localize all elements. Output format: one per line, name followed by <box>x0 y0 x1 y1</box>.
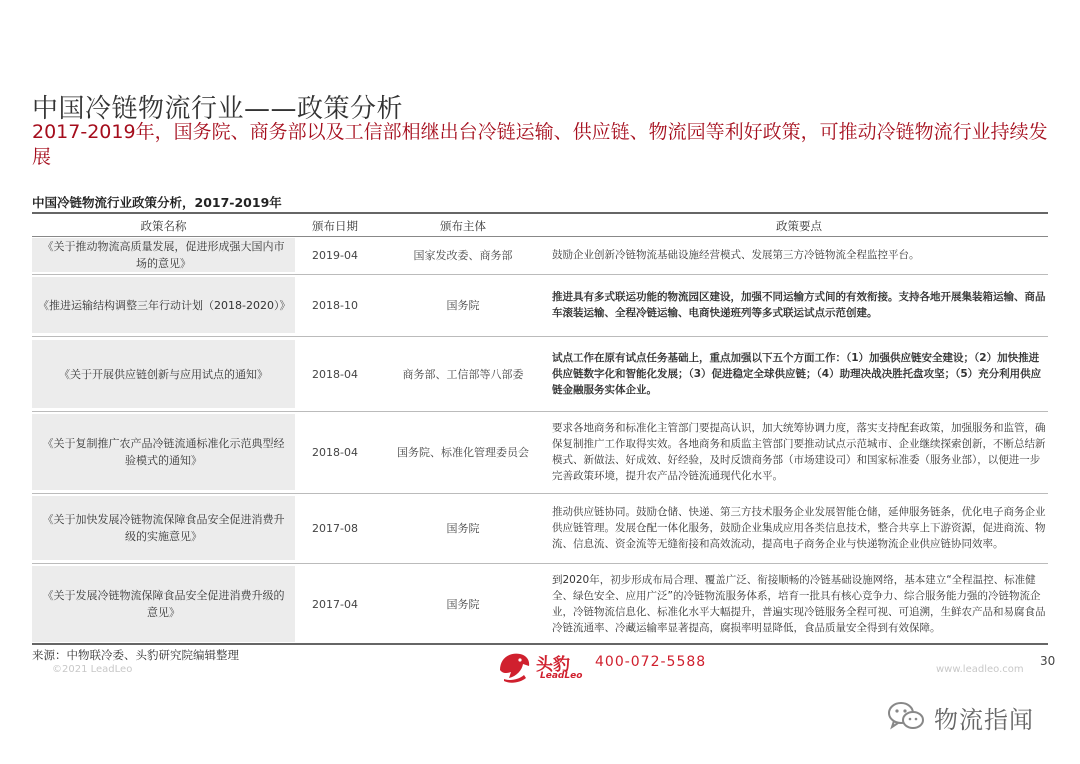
row-divider <box>32 336 1048 337</box>
policy-date: 2018-04 <box>312 445 358 459</box>
policy-points: 要求各地商务和标准化主管部门要提高认识，加大统筹协调力度，落实支持配套政策，加强服务和监管，确保复制推广工作取得实效。各地商务和质监主管部门要推动试点示范城市、企业继续探索创新，不断总结新模式、新做法、好成效、好经验，及时反馈商务部（市场建设司）和国家标准委（服务业部），以便进一步完善政策环境，提升农产品冷链流通现代化水平。 <box>552 422 1046 482</box>
column-header-date: 颁布日期 <box>312 219 358 233</box>
row-divider <box>32 563 1048 564</box>
page-subtitle: 2017-2019年，国务院、商务部以及工信部相继出台冷链运输、供应链、物流园等利好政策，可推动冷链物流行业持续发展 <box>32 121 1048 168</box>
page-title: 中国冷链物流行业——政策分析 <box>32 94 404 124</box>
policy-points: 到2020年，初步形成布局合理、覆盖广泛、衔接顺畅的冷链基础设施网络，基本建立“全程温控、标准健全、绿色安全、应用广泛”的冷链物流服务体系，培育一批具有核心竞争力、综合服务能力强的冷链物流企业，冷链物流信息化、标准化水平大幅提升，普遍实现冷链服务全程可视、可追溯，生鲜农产品和易腐食品冷链流通率、冷藏运输率显著提高，腐损率明显降低，食品质量安全得到有效保障。 <box>552 574 1046 634</box>
wechat-account-name: 物流指闻 <box>934 706 1034 734</box>
wechat-icon <box>886 700 926 732</box>
table-caption: 中国冷链物流行业政策分析，2017-2019年 <box>32 195 282 210</box>
column-header-org: 颁布主体 <box>440 219 486 233</box>
row-divider <box>32 411 1048 412</box>
policy-date: 2019-04 <box>312 248 358 262</box>
table-row <box>32 340 1048 408</box>
source-note: 来源：中物联冷委、头豹研究院编辑整理 <box>32 648 239 662</box>
column-header-name: 政策名称 <box>140 219 187 233</box>
policy-name: 《推进运输结构调整三年行动计划（2018-2020）》 <box>32 277 295 333</box>
table-header <box>32 216 1048 236</box>
row-divider <box>32 493 1048 494</box>
copyright-text: ©2021 LeadLeo <box>52 664 133 675</box>
policy-date: 2018-04 <box>312 367 358 381</box>
policy-points: 推进具有多式联运功能的物流园区建设，加强不同运输方式间的有效衔接。支持各地开展集装箱运输、商品车滚装运输、全程冷链运输、电商快递班列等多式联运试点示范创建。 <box>552 291 1046 319</box>
policy-issuer: 国务院 <box>446 298 480 312</box>
policy-issuer: 国务院 <box>446 597 480 611</box>
policy-points: 试点工作在原有试点任务基础上，重点加强以下五个方面工作：（1）加强供应链安全建设；（2）加快推进供应链数字化和智能化发展；（3）促进稳定全球供应链；（4）助理决战决胜托盘攻坚；（5）充分利用供应链金融服务实体企业。 <box>552 352 1042 396</box>
policy-name: 《关于发展冷链物流保障食品安全促进消费升级的意见》 <box>32 566 295 642</box>
column-header-points: 政策要点 <box>776 219 822 233</box>
policy-name: 《关于复制推广农产品冷链流通标准化示范典型经验模式的通知》 <box>32 414 295 490</box>
contact-phone: 400-072-5588 <box>595 654 707 670</box>
leadleo-logo-icon <box>496 648 532 684</box>
page-number: 30 <box>1040 654 1056 668</box>
policy-issuer: 国务院 <box>446 521 480 535</box>
table-bottom-rule <box>32 643 1048 645</box>
website-text: www.leadleo.com <box>936 664 1024 675</box>
policy-name: 《关于加快发展冷链物流保障食品安全促进消费升级的实施意见》 <box>32 496 295 560</box>
policy-date: 2017-04 <box>312 597 358 611</box>
policy-issuer: 国务院、标准化管理委员会 <box>397 445 529 459</box>
brand-name-en: LeadLeo <box>540 671 583 681</box>
policy-date: 2017-08 <box>312 521 358 535</box>
policy-name: 《关于开展供应链创新与应用试点的通知》 <box>32 340 295 408</box>
table-row <box>32 496 1048 560</box>
brand-name-cn: 头豹 <box>536 655 570 675</box>
policy-issuer: 国家发改委、商务部 <box>413 248 513 262</box>
table-top-rule <box>32 212 1048 214</box>
policy-points: 推动供应链协同。鼓励仓储、快递、第三方技术服务企业发展智能仓储，延伸服务链条，优化电子商务企业供应链管理。发展仓配一体化服务，鼓励企业集成应用各类信息技术，整合共享上下游资源，促进商流、物流、信息流、资金流等无缝衔接和高效流动，提高电子商务企业与快递物流企业供应链协同效率。 <box>552 506 1046 550</box>
table-row <box>32 277 1048 333</box>
table-row <box>32 566 1048 642</box>
table-row <box>32 414 1048 490</box>
table-row <box>32 238 1048 272</box>
table-header-rule <box>32 236 1048 237</box>
policy-date: 2018-10 <box>312 298 358 312</box>
row-divider <box>32 274 1048 275</box>
policy-points: 鼓励企业创新冷链物流基础设施经营模式、发展第三方冷链物流全程监控平台。 <box>552 249 920 261</box>
policy-name: 《关于推动物流高质量发展，促进形成强大国内市场的意见》 <box>32 238 295 272</box>
policy-issuer: 商务部、工信部等八部委 <box>402 367 524 381</box>
